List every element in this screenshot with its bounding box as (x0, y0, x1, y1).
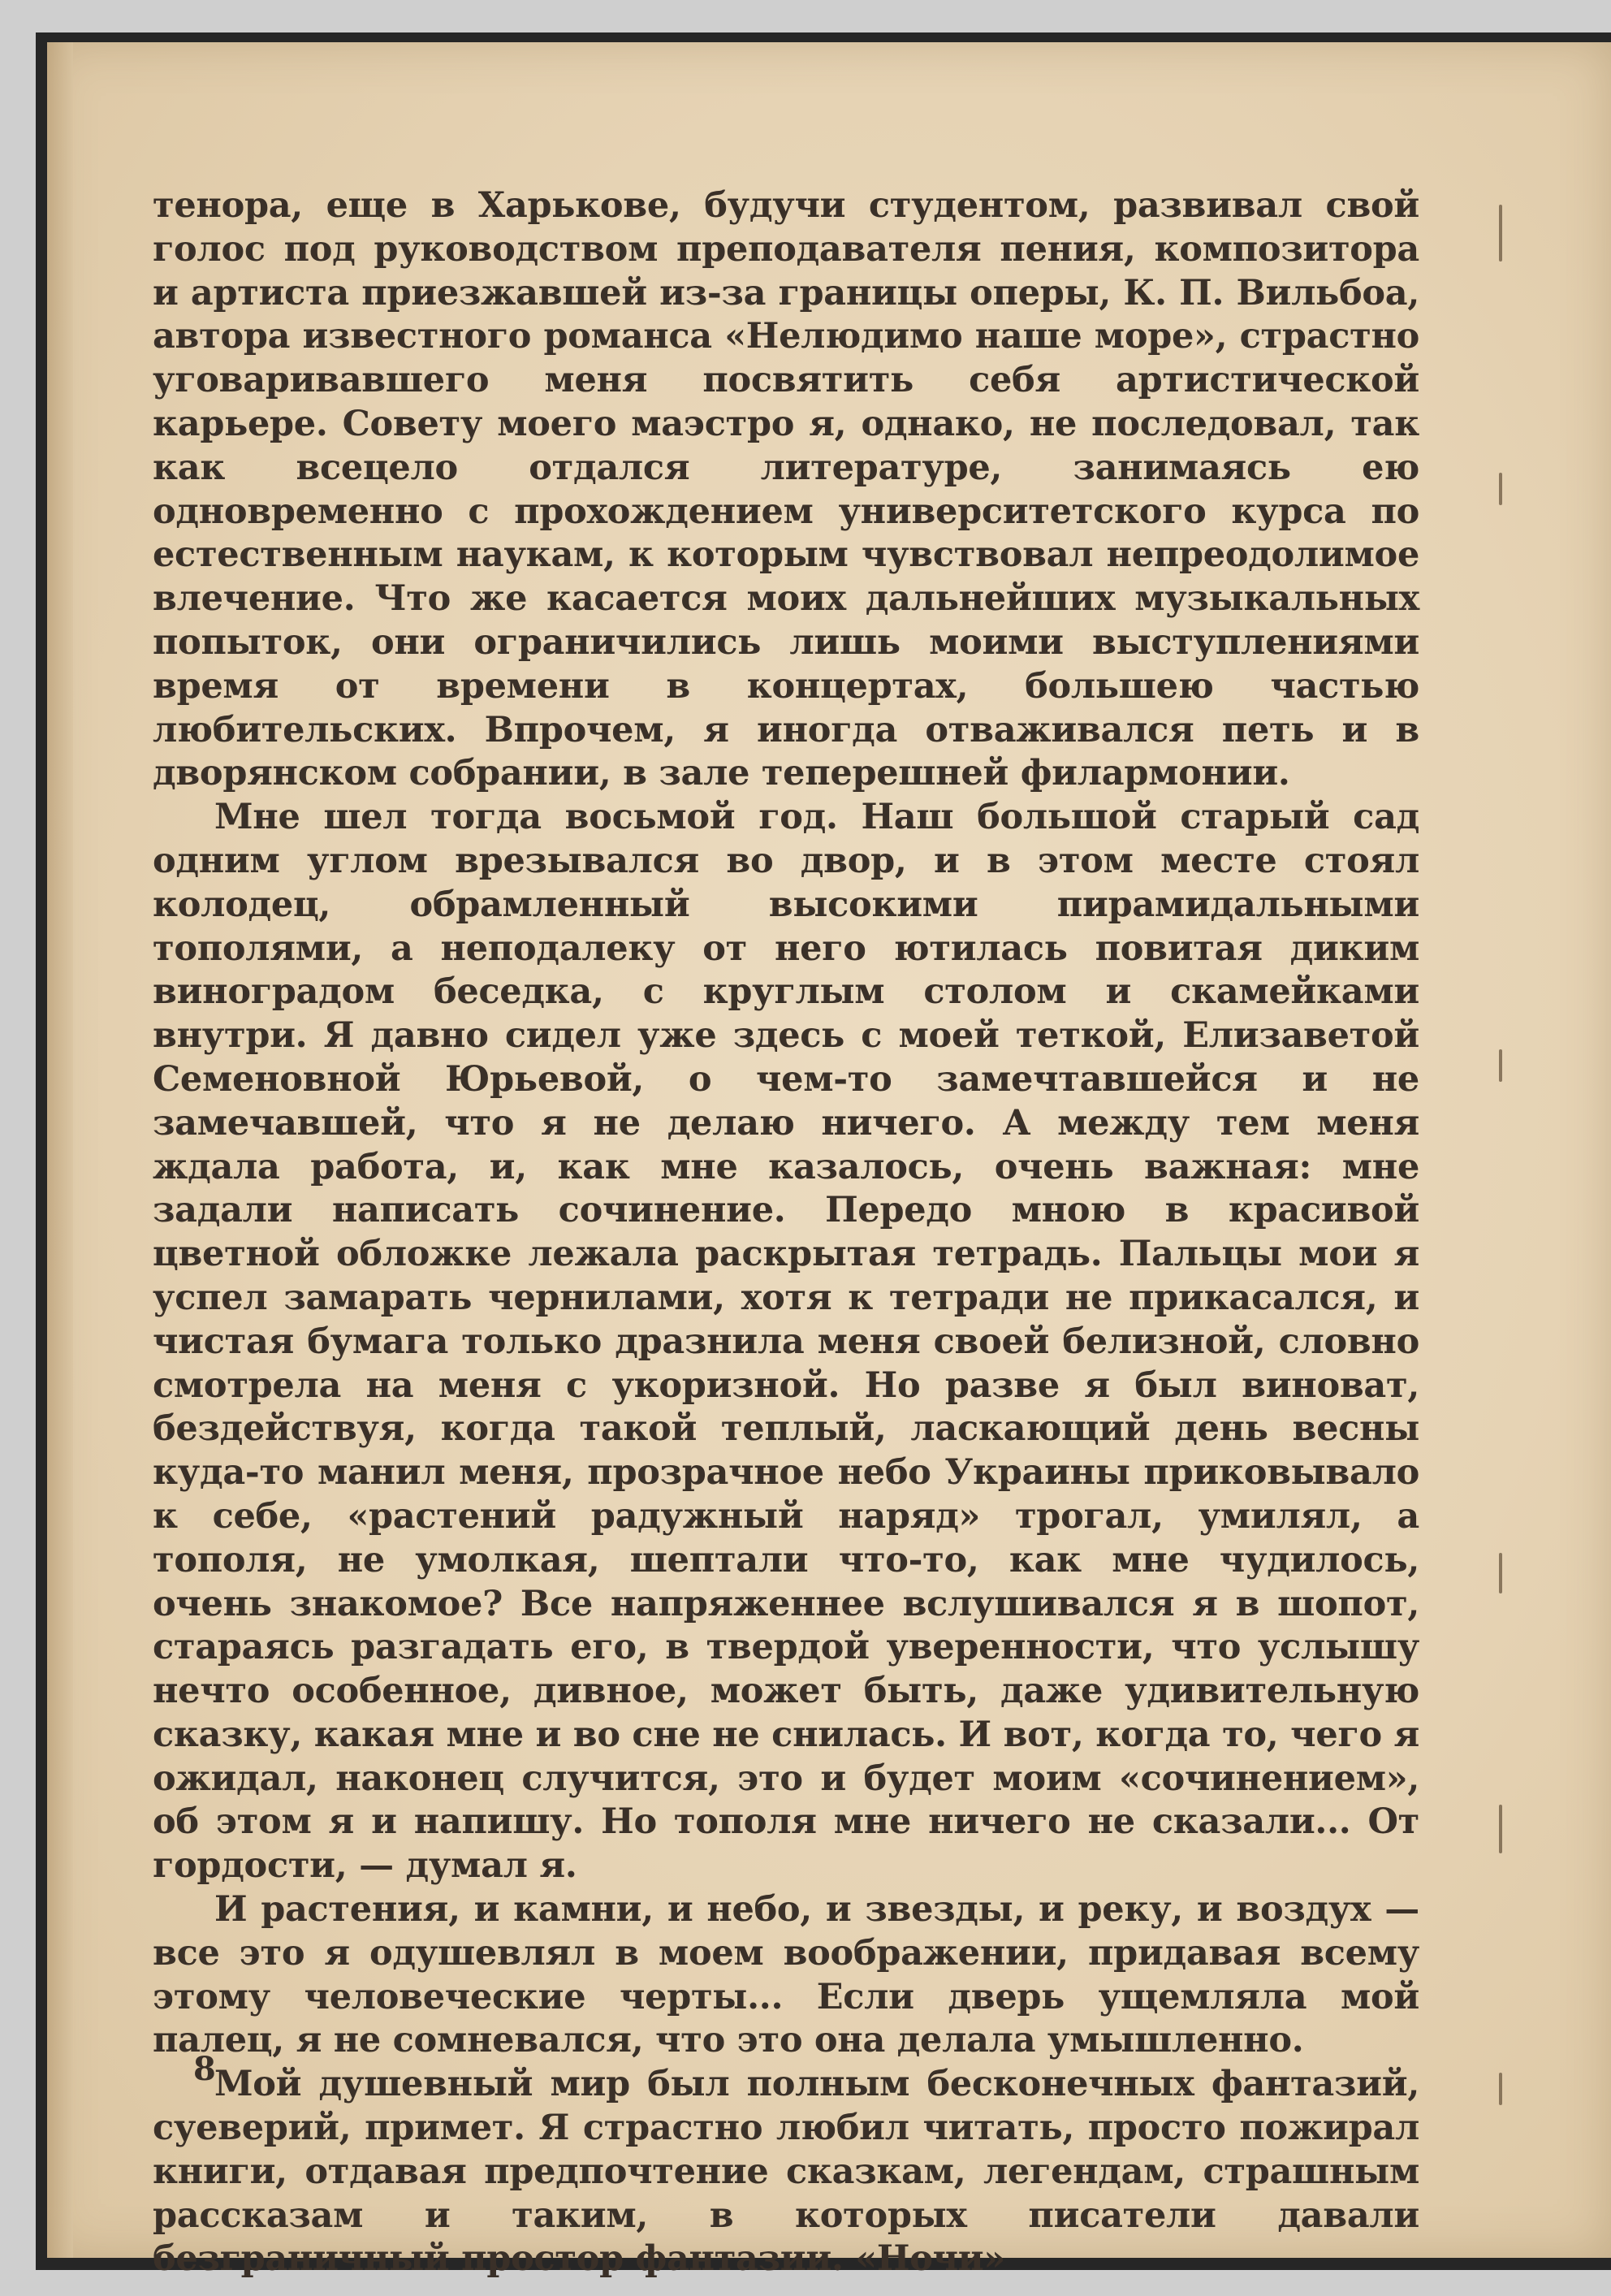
edge-mark (1499, 1049, 1502, 1082)
book-page (47, 42, 1611, 2280)
edge-mark (1499, 205, 1502, 262)
paragraph-3: И растения, и камни, и небо, и звезды, и реку, и воздух — все это я одушевлял в моем воображении, придавая всему этому человеческие черты... Если дверь ущемляла мой палец, я не сомневался, что это она делала умышленно. (153, 1889, 1419, 2061)
page-spine-shadow (47, 42, 73, 2258)
page-number: 8 (193, 2050, 216, 2088)
edge-mark (1499, 2073, 1502, 2105)
body-text (153, 184, 1419, 2281)
paragraph-1: тенора, еще в Харькове, будучи студентом, развивал свой голос под руководством преподавателя пения, композитора и артиста приезжавшей из-за границы оперы, К. П. Вильбоа, автора известного романса «Нелюдимо наше море», страстно уговаривавшего меня посвятить себя артистической карьере. Совету моего маэстро я, однако, не последовал, так как всецело отдался литературе, занимаясь ею одновременно с прохождением университетского курса по естественным наукам, к которым чувствовал непреодолимое влечение. Что же касается моих дальнейших музыкальных попыток, они ограничились лишь моими выступлениями время от времени в концертах, большею частью любительских. Впрочем, я иногда отваживался петь и в дворянском собрании, в зале теперешней филармонии. (153, 185, 1419, 794)
edge-mark (1499, 473, 1502, 505)
paragraph-4: Мой душевный мир был полным бесконечных фантазий, суеверий, примет. Я страстно любил читать, просто пожирал книги, отдавая предпочтение сказкам, легендам, страшным рассказам и таким, в которых писатели давали безграничный простор фантазии. «Ночи» (153, 2064, 1419, 2280)
paragraph-2: Мне шел тогда восьмой год. Наш большой старый сад одним углом врезывался во двор, и в этом месте стоял колодец, обрамленный высокими пирамидальными тополями, а неподалеку от него ютилась повитая диким виноградом беседка, с круглым столом и скамейками внутри. Я давно сидел уже здесь с моей теткой, Елизаветой Семеновной Юрьевой, о чем-то замечтавшейся и не замечавшей, что я не делаю ничего. А между тем меня ждала работа, и, как мне казалось, очень важная: мне задали написать сочинение. Передо мною в красивой цветной обложке лежала раскрытая тетрадь. Пальцы мои я успел замарать чернилами, хотя к тетради не прикасался, и чистая бумага только дразнила меня своей белизной, словно смотрела на меня с укоризной. Но разве я был виноват, бездействуя, когда такой теплый, ласкающий день весны куда-то манил меня, прозрачное небо Украины приковывало к себе, «растений радужный наряд» трогал, умилял, а тополя, не умолкая, шептали что-то, как мне чудилось, очень знакомое? Все напряженнее вслушивался я в шопот, стараясь разгадать его, в твердой уверенности, что услышу нечто особенное, дивное, может быть, даже удивительную сказку, какая мне и во сне не снилась. И вот, когда то, чего я ожидал, наконец случится, это и будет моим «сочинением», об этом я и напишу. Но тополя мне ничего не сказали... От гордости, — думал я. (153, 797, 1419, 1887)
edge-mark (1499, 1553, 1502, 1593)
edge-mark (1499, 1805, 1502, 1853)
